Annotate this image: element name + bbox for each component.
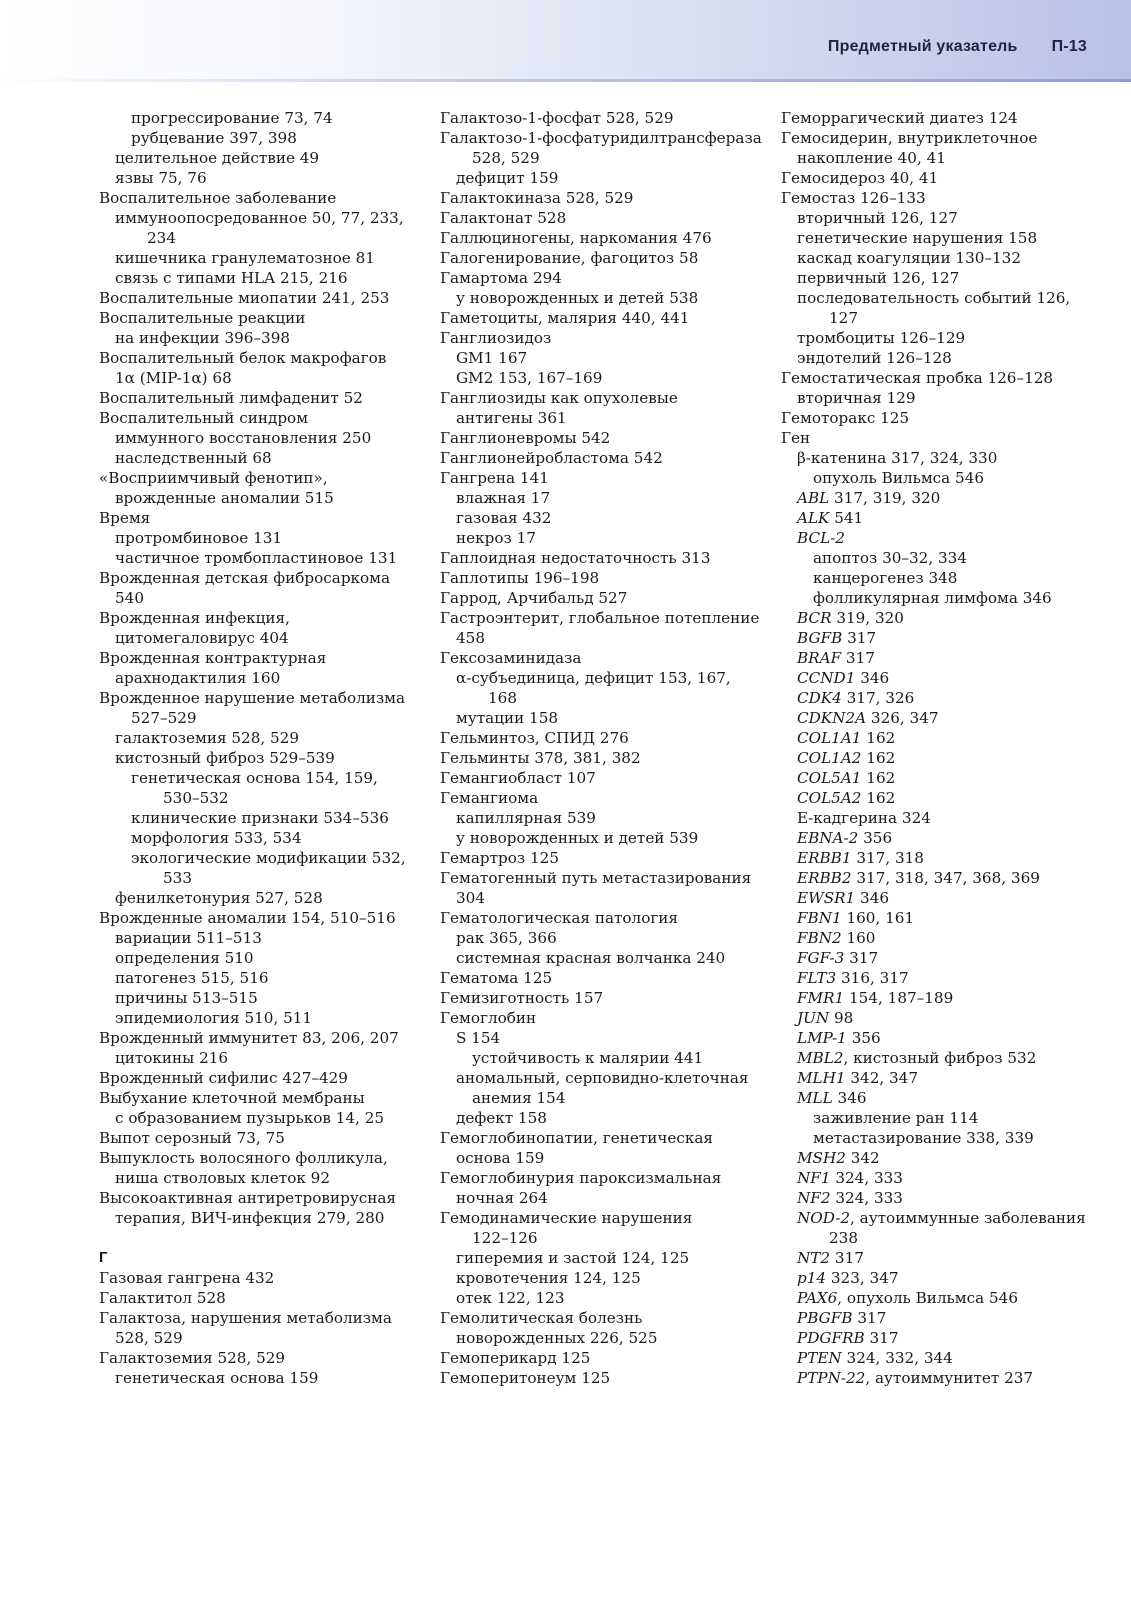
- index-subentry: 304: [456, 889, 485, 907]
- index-entry: Ганглиозидоз: [440, 329, 552, 347]
- index-entry: 527–529: [131, 709, 197, 727]
- gene-symbol: CDKN2A: [797, 709, 867, 727]
- index-subentry: генетическая основа 159: [115, 1369, 319, 1387]
- index-entry: Гемоглобинопатии, генетическая: [440, 1129, 714, 1147]
- gene-symbol: BRAF: [797, 649, 842, 667]
- index-subentry: последовательность событий 126,: [797, 289, 1071, 307]
- index-subentry: GM2 153, 167–169: [456, 369, 603, 387]
- gene-symbol: ALK: [797, 509, 830, 527]
- index-entry: Гемангиобласт 107: [440, 769, 596, 787]
- index-subentry: отек 122, 123: [456, 1289, 565, 1307]
- index-entry: Гематома 125: [440, 969, 553, 987]
- index-entry: Гемосидерин, внутриклеточное: [781, 129, 1038, 147]
- index-entry: Воспалительные реакции: [99, 309, 306, 327]
- gene-symbol: ABL: [797, 489, 830, 507]
- index-subentry: CCND1 346: [797, 669, 890, 687]
- index-subentry: ALK 541: [797, 509, 864, 527]
- index-subentry: NF2 324, 333: [797, 1189, 903, 1207]
- gene-symbol: MSH2: [797, 1149, 846, 1167]
- index-subentry: 127: [829, 309, 858, 327]
- gene-symbol: FBN1: [797, 909, 842, 927]
- gene-symbol: EWSR1: [797, 889, 856, 907]
- index-entry: Гематологическая патология: [440, 909, 678, 927]
- index-entry: Гастроэнтерит, глобальное потепление: [440, 609, 760, 627]
- index-entry: Гемоторакс 125: [781, 409, 910, 427]
- gene-symbol: EBNA-2: [797, 829, 859, 847]
- index-entry: Время: [99, 509, 151, 527]
- index-subentry: цитокины 216: [115, 1049, 229, 1067]
- index-subentry: наследственный 68: [115, 449, 272, 467]
- index-entry: Гемодинамические нарушения: [440, 1209, 693, 1227]
- index-entry: Гемоперикард 125: [440, 1349, 591, 1367]
- index-subentry: прогрессирование 73, 74: [131, 109, 333, 127]
- gene-symbol: BCL-2: [797, 529, 845, 547]
- index-subentry: эндотелий 126–128: [797, 349, 952, 367]
- index-subentry: 234: [147, 229, 176, 247]
- index-subentry: кровотечения 124, 125: [456, 1269, 641, 1287]
- section-letter: Г: [99, 1249, 108, 1266]
- index-entry: Воспалительные миопатии 241, 253: [99, 289, 390, 307]
- index-entry: Гематогенный путь метастазирования: [440, 869, 752, 887]
- gene-symbol: NT2: [797, 1249, 831, 1267]
- index-subentry: COL5A1 162: [797, 769, 896, 787]
- index-subentry: COL5A2 162: [797, 789, 896, 807]
- gene-symbol: COL1A2: [797, 749, 862, 767]
- gene-symbol: MLL: [797, 1089, 833, 1107]
- index-entry: Гемосидероз 40, 41: [781, 169, 939, 187]
- index-subentry: CDKN2A 326, 347: [797, 709, 939, 727]
- index-entry: Геморрагический диатез 124: [781, 109, 1018, 127]
- index-entry: Врожденная инфекция,: [99, 609, 290, 627]
- gene-symbol: NF2: [797, 1189, 831, 1207]
- running-head-title: Предметный указатель: [827, 38, 1018, 55]
- index-entry: Галактозо-1-фосфатуридилтрансфераза: [440, 129, 762, 147]
- index-subentry: NOD-2, аутоиммунные заболевания: [797, 1209, 1086, 1227]
- index-subentry: арахнодактилия 160: [115, 669, 281, 687]
- index-subentry: рубцевание 397, 398: [131, 129, 297, 147]
- index-subentry: метастазирование 338, 339: [813, 1129, 1034, 1147]
- index-subentry: ниша стволовых клеток 92: [115, 1169, 330, 1187]
- index-subentry: вторичная 129: [797, 389, 916, 407]
- index-subentry: основа 159: [456, 1149, 545, 1167]
- index-subentry: устойчивость к малярии 441: [472, 1049, 704, 1067]
- gene-symbol: ERBB2: [797, 869, 852, 887]
- index-subentry: морфология 533, 534: [131, 829, 302, 847]
- index-subentry: дефицит 159: [456, 169, 559, 187]
- running-head: [828, 38, 1087, 56]
- index-entry: Гамартома 294: [440, 269, 562, 287]
- index-entry: Галактитол 528: [99, 1289, 226, 1307]
- gene-symbol: COL1A1: [797, 729, 862, 747]
- gene-symbol: BCR: [797, 609, 832, 627]
- index-entry: Воспалительный синдром: [99, 409, 309, 427]
- gene-symbol: FGF-3: [797, 949, 845, 967]
- index-subentry: GM1 167: [456, 349, 528, 367]
- index-subentry: причины 513–515: [115, 989, 258, 1007]
- index-subentry: PDGFRB 317: [797, 1329, 899, 1347]
- index-subentry: газовая 432: [456, 509, 552, 527]
- index-subentry: влажная 17: [456, 489, 551, 507]
- index-entry: Гемостаз 126–133: [781, 189, 926, 207]
- index-subentry: BGFB 317: [797, 629, 877, 647]
- index-subentry: JUN 98: [797, 1009, 854, 1027]
- index-subentry: p14 323, 347: [797, 1269, 899, 1287]
- index-subentry: с образованием пузырьков 14, 25: [115, 1109, 385, 1127]
- index-subentry: заживление ран 114: [813, 1109, 979, 1127]
- index-subentry: MLL 346: [797, 1089, 867, 1107]
- index-entry: Гаплоидная недостаточность 313: [440, 549, 711, 567]
- index-subentry: ERBB1 317, 318: [797, 849, 924, 867]
- index-subentry: первичный 126, 127: [797, 269, 960, 287]
- index-subentry: EWSR1 346: [797, 889, 890, 907]
- header-rule: [0, 79, 1131, 82]
- index-entry: Воспалительный белок макрофагов: [99, 349, 387, 367]
- index-subentry: генетические нарушения 158: [797, 229, 1038, 247]
- gene-symbol: COL5A1: [797, 769, 862, 787]
- index-subentry: галактоземия 528, 529: [115, 729, 300, 747]
- index-entry: Гемолитическая болезнь: [440, 1309, 643, 1327]
- gene-symbol: p14: [797, 1269, 827, 1287]
- gene-symbol: CDK4: [797, 689, 842, 707]
- index-subentry: PTPN-22, аутоиммунитет 237: [797, 1369, 1034, 1387]
- gene-symbol: PTPN-22: [797, 1369, 866, 1387]
- index-subentry: 533: [163, 869, 192, 887]
- index-subentry: FBN2 160: [797, 929, 876, 947]
- index-subentry: COL1A2 162: [797, 749, 896, 767]
- index-subentry: системная красная волчанка 240: [456, 949, 726, 967]
- gene-symbol: LMP-1: [797, 1029, 847, 1047]
- index-subentry: дефект 158: [456, 1109, 547, 1127]
- index-subentry: ERBB2 317, 318, 347, 368, 369: [797, 869, 1040, 887]
- index-subentry: [781, 528, 1101, 548]
- index-subentry: аномальный, серповидно-клеточная: [456, 1069, 749, 1087]
- index-entry: Воспалительный лимфаденит 52: [99, 389, 363, 407]
- index-subentry: FBN1 160, 161: [797, 909, 915, 927]
- index-column-3: [781, 108, 1101, 1388]
- index-subentry: опухоль Вильмса 546: [813, 469, 985, 487]
- index-entry: Высокоактивная антиретровирусная: [99, 1189, 397, 1207]
- gene-symbol: NF1: [797, 1169, 831, 1187]
- gene-symbol: COL5A2: [797, 789, 862, 807]
- index-entry: Выпот серозный 73, 75: [99, 1129, 285, 1147]
- index-subentry: 540: [115, 589, 144, 607]
- index-subentry: мутации 158: [456, 709, 559, 727]
- index-subentry: врожденные аномалии 515: [115, 489, 334, 507]
- gene-symbol: CCND1: [797, 669, 856, 687]
- index-subentry: BCR 319, 320: [797, 609, 904, 627]
- index-subentry: NT2 317: [797, 1249, 864, 1267]
- index-subentry: канцерогенез 348: [813, 569, 958, 587]
- index-subentry: EBNA-2 356: [797, 829, 893, 847]
- index-subentry: на инфекции 396–398: [115, 329, 291, 347]
- index-entry: Гемоглобинурия пароксизмальная: [440, 1169, 722, 1187]
- index-subentry: S 154: [456, 1029, 501, 1047]
- index-subentry: 528, 529: [115, 1329, 183, 1347]
- index-entry: 122–126: [472, 1229, 538, 1247]
- index-subentry: иммунного восстановления 250: [115, 429, 372, 447]
- index-subentry: апоптоз 30–32, 334: [813, 549, 967, 567]
- gene-symbol: JUN: [797, 1009, 830, 1027]
- index-subentry: у новорожденных и детей 539: [456, 829, 699, 847]
- index-entry: Ганглиозиды как опухолевые: [440, 389, 678, 407]
- index-subentry: ABL 317, 319, 320: [797, 489, 941, 507]
- index-entry: Галлюциногены, наркомания 476: [440, 229, 712, 247]
- index-entry: Гемоглобин: [440, 1009, 537, 1027]
- index-subentry: иммуноопосредованное 50, 77, 233,: [115, 209, 404, 227]
- index-subentry: кишечника гранулематозное 81: [115, 249, 375, 267]
- index-subentry: PTEN 324, 332, 344: [797, 1349, 953, 1367]
- index-subentry: частичное тромбопластиновое 131: [115, 549, 398, 567]
- index-subentry: FLT3 316, 317: [797, 969, 909, 987]
- index-entry: Гемизиготность 157: [440, 989, 604, 1007]
- index-subentry: 1α (MIP-1α) 68: [115, 369, 232, 387]
- index-entry: Гаметоциты, малярия 440, 441: [440, 309, 690, 327]
- index-subentry: COL1A1 162: [797, 729, 896, 747]
- index-entry: Врожденный иммунитет 83, 206, 207: [99, 1029, 399, 1047]
- index-subentry: клинические признаки 534–536: [131, 809, 389, 827]
- index-entry: Гаплотипы 196–198: [440, 569, 600, 587]
- index-entry: Гельминтоз, СПИД 276: [440, 729, 629, 747]
- index-subentry: NF1 324, 333: [797, 1169, 903, 1187]
- index-entry: Гангрена 141: [440, 469, 549, 487]
- index-entry: Гемангиома: [440, 789, 539, 807]
- page-number: П-13: [1051, 38, 1087, 55]
- gene-symbol: MLH1: [797, 1069, 846, 1087]
- index-subentry: рак 365, 366: [456, 929, 557, 947]
- index-subentry: антигены 361: [456, 409, 567, 427]
- gene-symbol: PTEN: [797, 1349, 842, 1367]
- index-subentry: некроз 17: [456, 529, 536, 547]
- index-subentry: целительное действие 49: [115, 149, 320, 167]
- index-entry: Гаррод, Арчибальд 527: [440, 589, 628, 607]
- index-subentry: язвы 75, 76: [115, 169, 207, 187]
- index-entry: Гемоперитонеум 125: [440, 1369, 611, 1387]
- index-subentry: накопление 40, 41: [797, 149, 946, 167]
- index-subentry: α-субъединица, дефицит 153, 167,: [456, 669, 731, 687]
- index-entry: Выпуклость волосяного фолликула,: [99, 1149, 388, 1167]
- index-entry: «Восприимчивый фенотип»,: [99, 469, 328, 487]
- index-entry: Гемартроз 125: [440, 849, 560, 867]
- index-entry: 528, 529: [472, 149, 540, 167]
- index-entry: Галактоземия 528, 529: [99, 1349, 286, 1367]
- index-entry: Врожденная контрактурная: [99, 649, 327, 667]
- index-column-2: [440, 108, 760, 1388]
- index-subentry: 458: [456, 629, 485, 647]
- index-entry: Врожденный сифилис 427–429: [99, 1069, 348, 1087]
- index-subentry: протромбиновое 131: [115, 529, 283, 547]
- index-subentry: MBL2, кистозный фиброз 532: [797, 1049, 1037, 1067]
- index-subentry: патогенез 515, 516: [115, 969, 269, 987]
- index-subentry: LMP-1 356: [797, 1029, 881, 1047]
- index-subentry: 530–532: [163, 789, 229, 807]
- index-subentry: терапия, ВИЧ-инфекция 279, 280: [115, 1209, 385, 1227]
- index-entry: Выбухание клеточной мембраны: [99, 1089, 365, 1107]
- index-entry: Галогенирование, фагоцитоз 58: [440, 249, 699, 267]
- index-entry: Врожденное нарушение метаболизма: [99, 689, 406, 707]
- index-subentry: капиллярная 539: [456, 809, 596, 827]
- index-subentry: тромбоциты 126–129: [797, 329, 966, 347]
- index-entry: Гемостатическая пробка 126–128: [781, 369, 1054, 387]
- index-subentry: 168: [488, 689, 517, 707]
- index-subentry: генетическая основа 154, 159,: [131, 769, 378, 787]
- index-subentry: CDK4 317, 326: [797, 689, 915, 707]
- index-entry: Воспалительное заболевание: [99, 189, 337, 207]
- gene-symbol: FMR1: [797, 989, 845, 1007]
- gene-symbol: PBGFB: [797, 1309, 853, 1327]
- index-subentry: каскад коагуляции 130–132: [797, 249, 1022, 267]
- index-entry: Галактонат 528: [440, 209, 567, 227]
- gene-symbol: MBL2: [797, 1049, 844, 1067]
- index-column-1: [99, 108, 419, 1388]
- index-subentry: ночная 264: [456, 1189, 548, 1207]
- index-subentry: анемия 154: [472, 1089, 566, 1107]
- index-subentry: у новорожденных и детей 538: [456, 289, 699, 307]
- index-subentry: FMR1 154, 187–189: [797, 989, 954, 1007]
- gene-symbol: BGFB: [797, 629, 843, 647]
- index-subentry: связь с типами HLA 215, 216: [115, 269, 348, 287]
- index-entry: Ганглионейробластома 542: [440, 449, 663, 467]
- gene-symbol: PAX6: [797, 1289, 838, 1307]
- index-entry: Гексозаминидаза: [440, 649, 582, 667]
- index-entry: Врожденные аномалии 154, 510–516: [99, 909, 396, 927]
- index-subentry: вторичный 126, 127: [797, 209, 958, 227]
- index-entry: Ген: [781, 429, 811, 447]
- index-subentry: вариации 511–513: [115, 929, 262, 947]
- index-entry: Галактоза, нарушения метаболизма: [99, 1309, 392, 1327]
- index-subentry: эпидемиология 510, 511: [115, 1009, 313, 1027]
- index-subentry: 238: [829, 1229, 858, 1247]
- index-entry: Галактозо-1-фосфат 528, 529: [440, 109, 674, 127]
- index-subentry: PBGFB 317: [797, 1309, 887, 1327]
- index-subentry: PAX6, опухоль Вильмса 546: [797, 1289, 1018, 1307]
- index-subentry: Е-кадгерина 324: [797, 809, 931, 827]
- index-entry: Ганглионевромы 542: [440, 429, 611, 447]
- index-subentry: фолликулярная лимфома 346: [813, 589, 1052, 607]
- index-entry: Врожденная детская фибросаркома: [99, 569, 391, 587]
- index-subentry: BRAF 317: [797, 649, 875, 667]
- gene-symbol: FBN2: [797, 929, 842, 947]
- gene-symbol: FLT3: [797, 969, 837, 987]
- index-entry: Галактокиназа 528, 529: [440, 189, 634, 207]
- index-entry: Газовая гангрена 432: [99, 1269, 275, 1287]
- gene-symbol: PDGFRB: [797, 1329, 865, 1347]
- index-subentry: кистозный фиброз 529–539: [115, 749, 335, 767]
- index-subentry: β-катенина 317, 324, 330: [797, 449, 998, 467]
- index-subentry: гиперемия и застой 124, 125: [456, 1249, 690, 1267]
- index-subentry: экологические модификации 532,: [131, 849, 406, 867]
- index-subentry: FGF-3 317: [797, 949, 879, 967]
- index-subentry: определения 510: [115, 949, 254, 967]
- gene-symbol: NOD-2: [797, 1209, 850, 1227]
- index-subentry: цитомегаловирус 404: [115, 629, 289, 647]
- index-subentry: фенилкетонурия 527, 528: [115, 889, 323, 907]
- index-subentry: MLH1 342, 347: [797, 1069, 919, 1087]
- index-subentry: MSH2 342: [797, 1149, 880, 1167]
- index-entry: Гельминты 378, 381, 382: [440, 749, 641, 767]
- gene-symbol: ERBB1: [797, 849, 852, 867]
- index-subentry: новорожденных 226, 525: [456, 1329, 658, 1347]
